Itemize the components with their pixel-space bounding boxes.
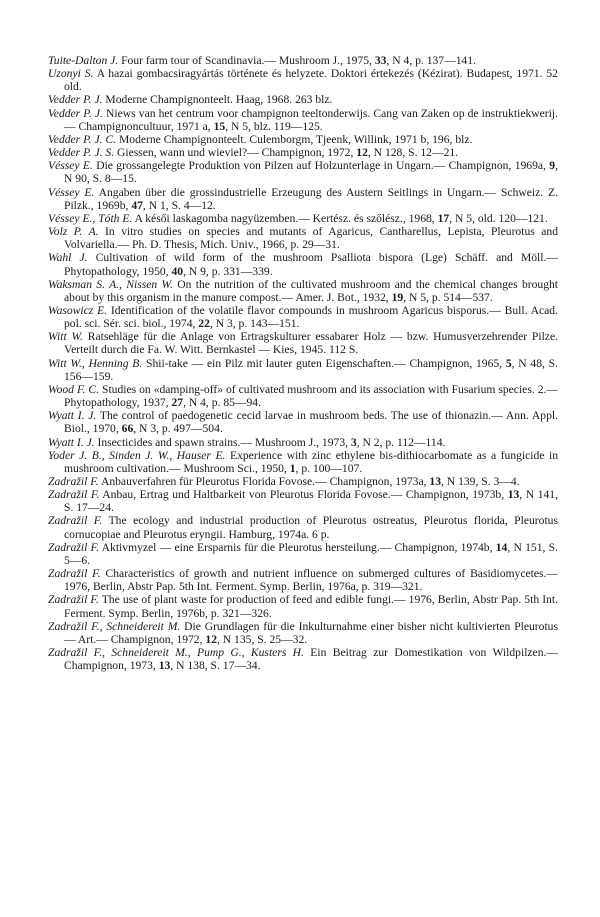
reference-volume: 1 (289, 461, 296, 475)
reference-author: Véssey E. (48, 185, 95, 199)
reference-entry (48, 278, 558, 304)
reference-entry (48, 541, 558, 567)
reference-author: Zadražil F. (48, 593, 99, 607)
reference-text: In vitro studies on species and mutants of Agaricus, Cantharellus, Lepista, Pleurotus and Volvariella.— Ph. D. Thesis, Mich. Univ., 1966, p. 29—31. (64, 225, 558, 252)
reference-author: Véssey E. (48, 159, 93, 173)
reference-author: Volz P. A. (48, 225, 99, 239)
reference-list (48, 54, 558, 672)
reference-pages: , N 90, S. 8—15. (64, 159, 558, 186)
reference-pages: , N 5, blz. 119—125. (225, 119, 323, 133)
reference-author: Wood F. C. (48, 382, 100, 396)
reference-pages: , N 141, S. 17—24. (64, 488, 558, 515)
reference-pages: , N 48, S. 156—159. (64, 356, 559, 383)
reference-volume: 13 (507, 488, 520, 502)
reference-entry (48, 146, 558, 159)
reference-entry (48, 107, 558, 133)
reference-pages: , N 138, S. 17—34. (170, 659, 261, 673)
reference-volume: 12 (205, 632, 217, 646)
reference-text: Studies on «damping-off» of cultivated mushroom and its association with Fusarium species. 2.— Phytopathology, 1937, (64, 382, 558, 410)
reference-text: Ratsehläge für die Anlage von Ertragskulturer essabarer Holz — bzw. Humusverzehrender Pilze. Verteilt durch die Fa. W. Witt. Bernkastel — Kies, 1945. 112 S. (64, 330, 558, 357)
reference-author: Vedder P. J. (48, 93, 103, 107)
reference-pages: , N 2, p. 112—114. (356, 435, 446, 449)
reference-entry (48, 567, 558, 593)
reference-entry (48, 514, 558, 540)
reference-text: Giessen, wann und wieviel?— Champignon, 1972, (114, 146, 357, 160)
reference-author: Zadražil F. (48, 475, 99, 488)
reference-text: Niews van het centrum voor champignon teeltonderwijs. Cang van Zaken op de instruktiekwerij.— Champignoncultuur, 1971 a, (64, 106, 558, 133)
reference-volume: 13 (429, 475, 441, 488)
reference-text: Experience with zinc ethylene bis-dithiocarbomate as a fungicide in mushroom cultivation.— Mushroom Sci., 1950, (64, 448, 559, 475)
reference-entry (48, 383, 558, 409)
reference-pages: , N 3, p. 497—504. (133, 422, 223, 436)
reference-pages: , N 5, old. 120—121. (449, 211, 548, 225)
reference-pages: , p. 100—107. (295, 461, 363, 475)
reference-author: Witt W. (48, 330, 83, 344)
reference-text: Aktivmyzel — eine Ersparnis für die Pleurotus hersteilung.— Champignon, 1974b, (99, 540, 496, 554)
reference-text: Die Grundlagen für die Inkulturnahme einer bisher nicht kultivierten Pleurotus — Art.— Champignon, 1972, (64, 619, 558, 646)
reference-text: A hazai gombacsiragyártás története és helyzete. Doktori értekezés (Kézirat). Budapest, 1971. 52 old. (64, 67, 558, 94)
reference-text: The ecology and industrial production of Pleurotus ostreatus, Pleurotus florida, Pleurotus cornucopiae and Pleurotus eryngii. Hamburg, 1974a. 6 p. (64, 514, 558, 541)
reference-volume: 17 (437, 211, 450, 225)
reference-text: Shii-take — ein Pilz mit lauter guten Eigenschaften.— Champignon, 1965, (142, 356, 506, 370)
reference-text: The use of plant waste for production of feed and edible fungi.— 1976, Berlin, Abstr Pap. 5th Int. Ferment. Symp. Berlin, 1976b, p. 321—326. (64, 593, 558, 620)
reference-pages: , N 4, p. 137—141. (386, 54, 476, 67)
reference-author: Wahl J. (48, 251, 88, 265)
reference-author: Uzonyi S. (48, 67, 94, 81)
reference-volume: 40 (171, 264, 184, 278)
reference-volume: 22 (198, 317, 210, 331)
reference-entry (48, 620, 558, 646)
reference-entry (48, 251, 558, 277)
reference-pages: , N 151, S. 5—6. (64, 540, 558, 567)
reference-pages: , N 4, p. 85—94. (183, 396, 261, 410)
reference-author: Wasowicz E. (48, 303, 108, 317)
reference-text: Four farm tour of Scandinavia.— Mushroom J., 1975, (118, 54, 375, 67)
reference-volume: 47 (131, 198, 143, 212)
reference-author: Waksman S. A., Nissen W. (48, 277, 173, 291)
reference-entry (48, 436, 558, 449)
reference-volume: 19 (391, 290, 404, 304)
reference-text: The control of paedogenetic cecid larvae in mushroom beds. The use of thionazin.— Ann. Appl. Biol., 1970, (64, 409, 558, 436)
reference-entry (48, 186, 558, 212)
reference-volume: 14 (495, 540, 508, 554)
reference-text: Moderne Champignonteelt. Haag, 1968. 263 blz. (102, 93, 333, 107)
reference-volume: 3 (350, 435, 357, 449)
reference-pages: , N 9, p. 331—339. (183, 264, 273, 278)
reference-entry (48, 330, 558, 356)
reference-entry (48, 225, 558, 251)
reference-volume: 15 (213, 119, 226, 133)
reference-author: Zadražil F. (48, 488, 100, 502)
reference-author: Zadražil F., Schneidereit M. (48, 619, 181, 633)
reference-volume: 9 (549, 159, 556, 173)
reference-entry (48, 488, 558, 514)
reference-text: On the nutrition of the cultivated mushroom and the chemical changes brought about by this organism in the manure compost.— Amer. J. Bot., 1932, (64, 277, 559, 304)
reference-author: Zadražil F. (48, 567, 101, 581)
reference-author: Tuite-Dalton J. (48, 54, 119, 67)
reference-author: Zadražil F. (48, 540, 100, 554)
reference-volume: 27 (171, 396, 184, 410)
reference-author: Vedder P. J. C. (48, 132, 117, 146)
reference-author: Zadražil F., Schneidereit M., Pump G., Kusters H. (48, 646, 304, 660)
reference-author: Witt W., Henning B. (48, 356, 143, 370)
reference-text: Angaben über die grossindustrielle Erzeugung des Austern Seitlings in Ungarn.— Schweiz. Z. Pilzk., 1969b, (64, 185, 558, 212)
reference-volume: 66 (121, 422, 134, 436)
reference-text: A késői laskagomba nagyüzemben.— Kertész. és szőlész., 1968, (132, 211, 438, 225)
reference-text: Moderne Champignonteelt. Culemborgm, Tjeenk, Willink, 1971 b, 196, blz. (116, 132, 473, 146)
reference-text: Anbau, Ertrag und Haltbarkeit von Pleurotus Florida Fovose.— Champignon, 1973b, (99, 488, 508, 502)
reference-entry (48, 593, 558, 619)
reference-entry (48, 159, 558, 185)
reference-pages: , N 139, S. 3—4. (441, 475, 520, 488)
reference-text: Anbauverfahren für Pleurotus Florida Fovose.— Champignon, 1973a, (98, 475, 430, 488)
reference-author: Wyatt I. J. (48, 435, 95, 449)
reference-entry (48, 304, 558, 330)
reference-entry (48, 475, 558, 488)
reference-volume: 5 (505, 356, 512, 370)
reference-entry (48, 67, 558, 93)
reference-author: Wyatt I. J. (48, 409, 97, 423)
reference-author: Vedder P. J. (48, 106, 103, 120)
reference-text: Characteristics of growth and nutrient influence on submerged cultures of Basidiomycetes.— 1976, Berlin, Abstr Pap. 5th Int. Ferment. Symp. Berlin, 1976a, p. 319—321. (64, 567, 558, 594)
reference-entry (48, 212, 558, 225)
reference-entry (48, 133, 558, 146)
reference-entry (48, 449, 558, 475)
reference-pages: , N 5, p. 514—537. (403, 290, 493, 304)
reference-entry (48, 54, 558, 67)
reference-volume: 33 (374, 54, 387, 67)
reference-author: Véssey E., Tóth E. (48, 211, 133, 225)
reference-entry (48, 93, 558, 106)
reference-author: Zadražil F. (48, 514, 103, 528)
reference-author: Vedder P. J. S. (48, 146, 115, 160)
reference-text: Insecticides and spawn strains.— Mushroom J., 1973, (94, 435, 351, 449)
reference-entry (48, 357, 558, 383)
reference-pages: , N 3, p. 143—151. (209, 317, 300, 331)
reference-pages: , N 1, S. 4—12. (142, 198, 216, 212)
reference-text: Die grossangelegte Produktion von Pilzen auf Holzunterlage in Ungarn.— Champignon, 1969a, (92, 159, 550, 173)
reference-text: Identification of the volatile flavor compounds in mushroom Agaricus bisporus.— Bull. Acad. pol. sci. Sér. sci. biol., 1974, (64, 303, 558, 331)
reference-text: Ein Beitrag zur Domestikation von Wildpilzen.— Champignon, 1973, (64, 646, 558, 673)
reference-pages: , N 135, S. 25—32. (216, 632, 308, 646)
reference-text: Cultivation of wild form of the mushroom Psalliota bispora (Lge) Schäff. and Möll.— Phytopathology, 1950, (64, 251, 558, 278)
reference-author: Yoder J. B., Sinden J. W., Hauser E. (48, 448, 226, 462)
reference-entry (48, 646, 558, 672)
reference-pages: , N 128, S. 12—21. (367, 146, 459, 160)
reference-volume: 12 (356, 146, 368, 160)
reference-entry (48, 409, 558, 435)
reference-volume: 13 (158, 659, 171, 673)
